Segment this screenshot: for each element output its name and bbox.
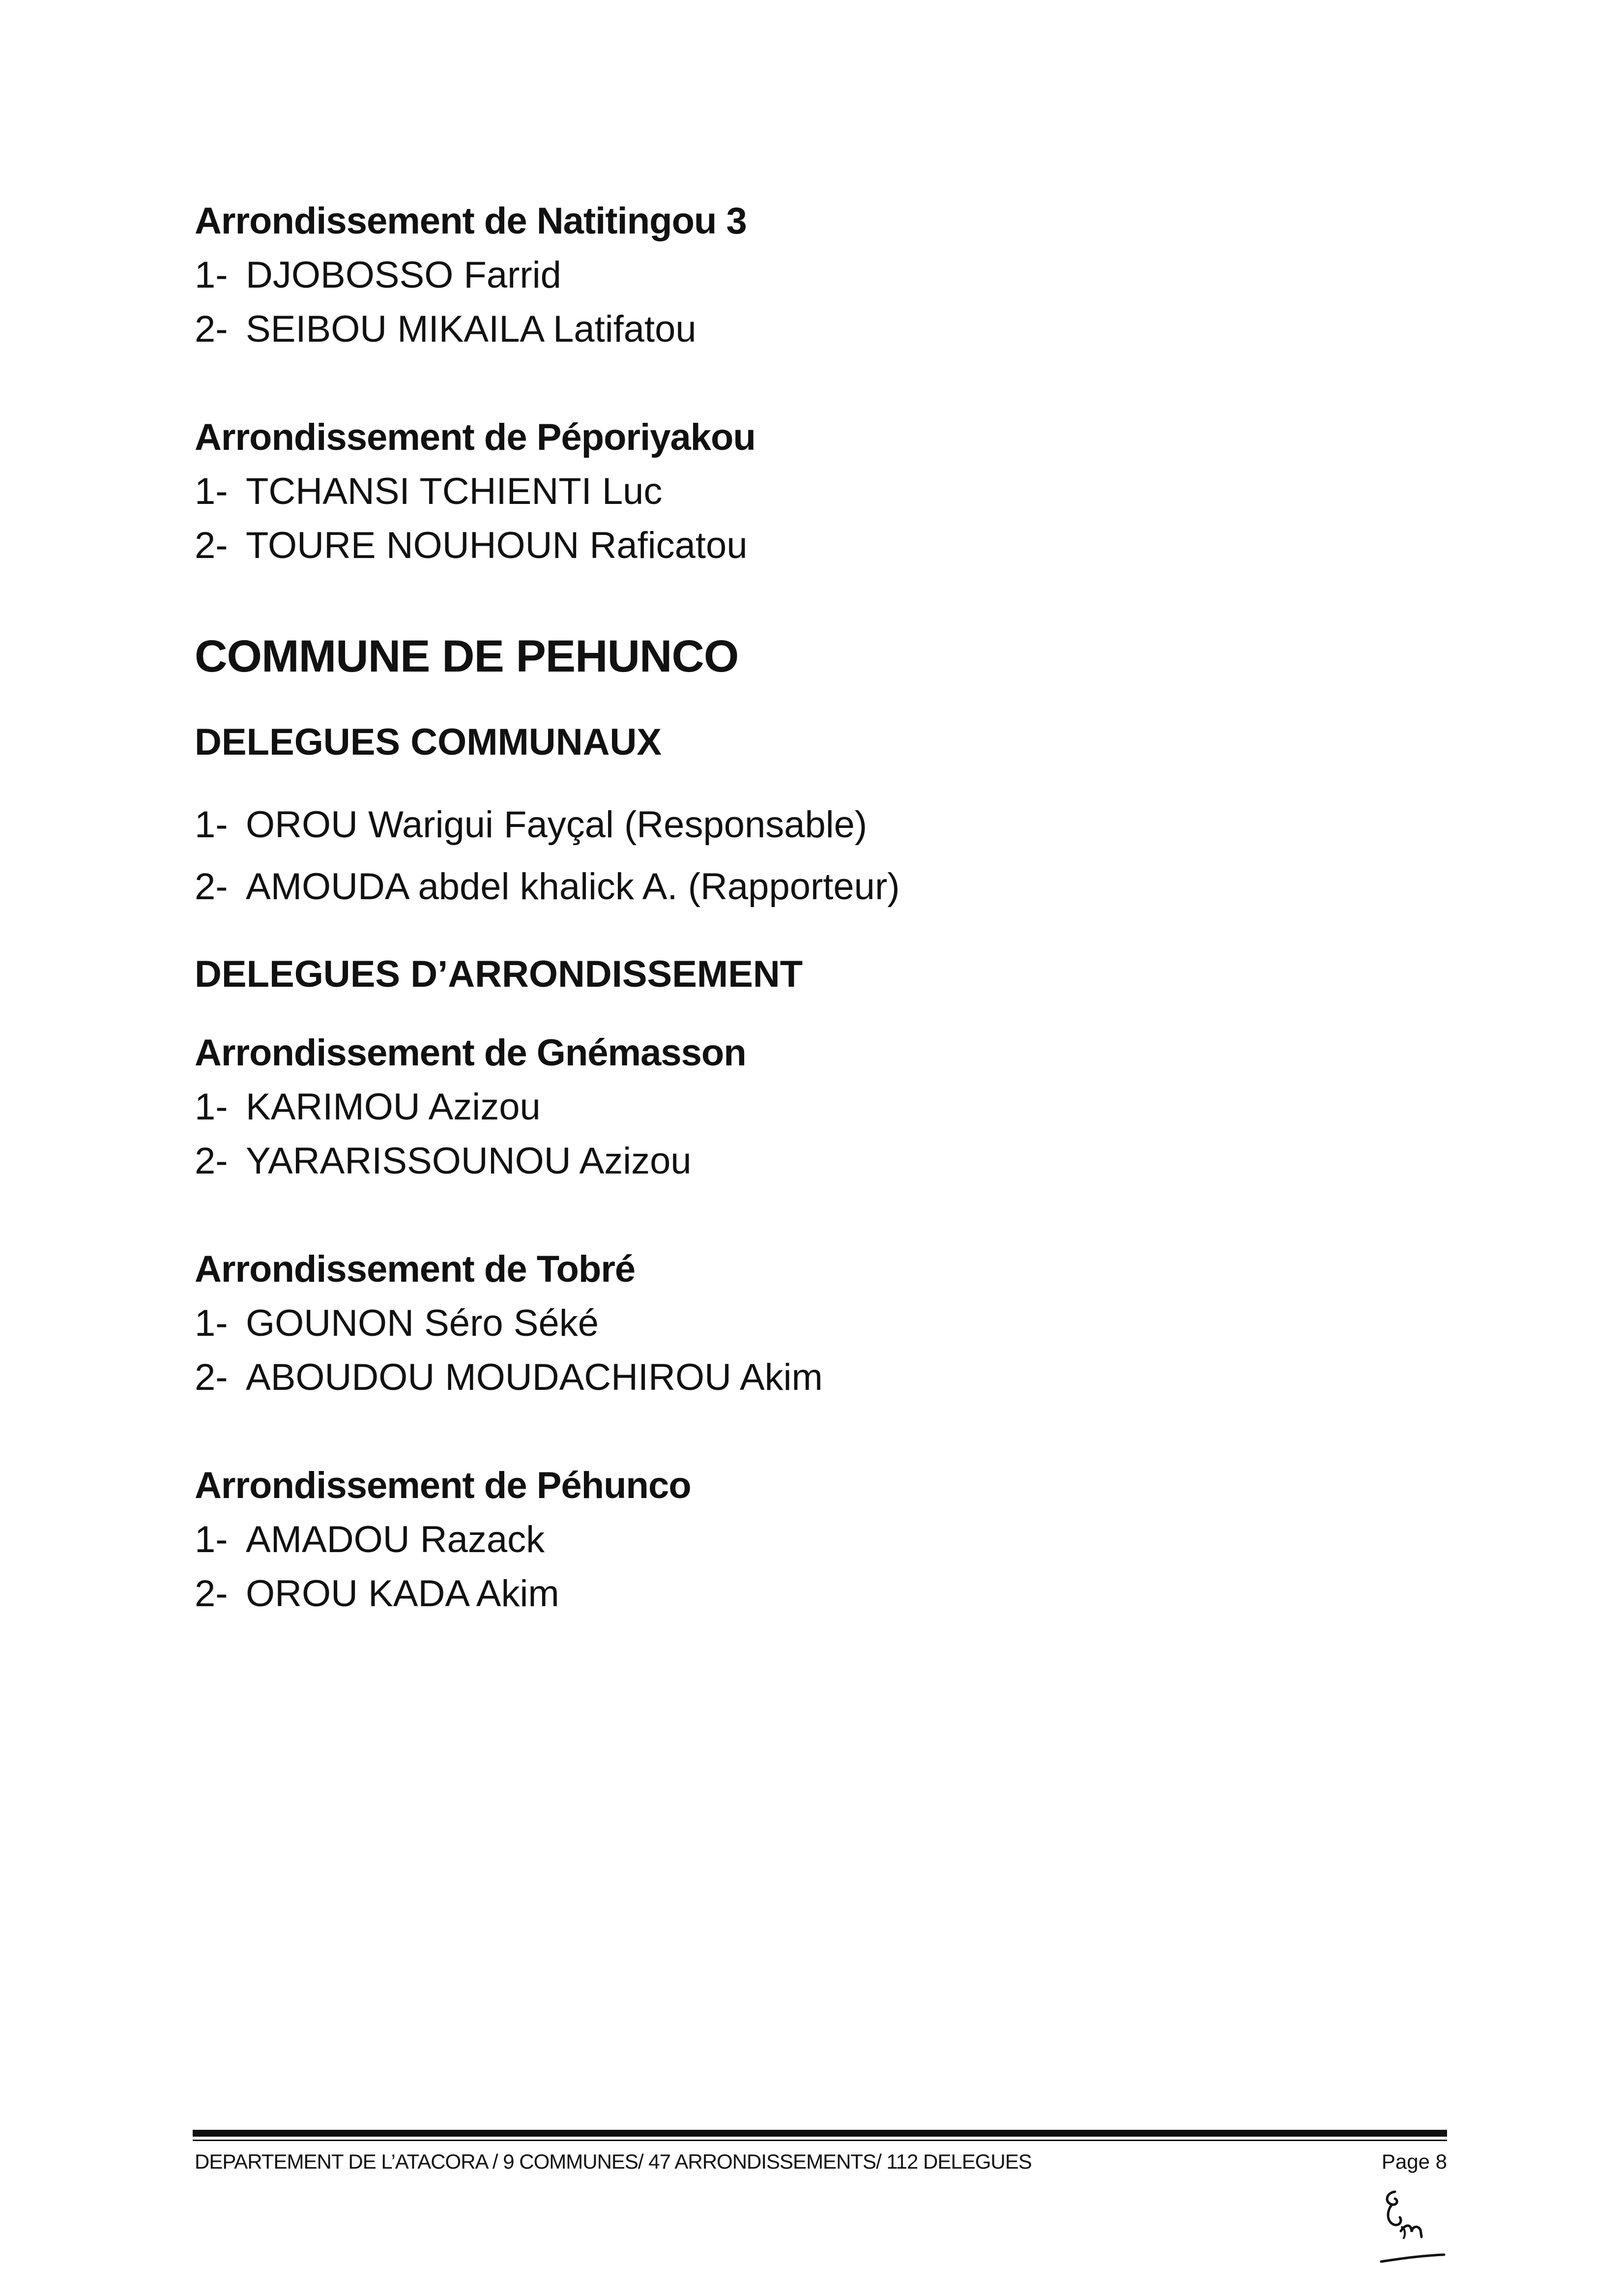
page-number: Page 8 bbox=[1381, 2150, 1447, 2173]
section-natitingou-3 bbox=[195, 194, 1423, 356]
footer-row bbox=[193, 2141, 1447, 2180]
list-item bbox=[195, 1296, 1423, 1351]
list-item bbox=[195, 1513, 1423, 1567]
delegate-name: OROU KADA Akim bbox=[246, 1573, 559, 1615]
section-heading: Arrondissement de Natitingou 3 bbox=[195, 200, 747, 242]
footer-rule bbox=[193, 2130, 1447, 2137]
item-number: 1- bbox=[195, 1302, 228, 1344]
item-number: 1- bbox=[195, 1519, 228, 1560]
signature-initials-icon bbox=[1366, 2183, 1450, 2271]
section-heading: Arrondissement de Gnémasson bbox=[195, 1032, 746, 1074]
delegate-list bbox=[195, 465, 1423, 573]
list-item bbox=[195, 465, 1423, 519]
delegate-name: AMADOU Razack bbox=[246, 1519, 545, 1560]
item-number: 2- bbox=[195, 525, 228, 566]
list-item bbox=[195, 794, 1423, 856]
delegate-name: YARARISSOUNOU Azizou bbox=[246, 1140, 692, 1182]
section-peporiyakou bbox=[195, 411, 1423, 573]
section-heading: Arrondissement de Péhunco bbox=[195, 1465, 691, 1506]
delegate-name: SEIBOU MIKAILA Latifatou bbox=[246, 308, 696, 350]
arrondissement-delegates-title: DELEGUES D’ARRONDISSEMENT bbox=[195, 953, 803, 995]
list-item bbox=[195, 519, 1423, 573]
list-item bbox=[195, 1567, 1423, 1621]
section-tobre bbox=[195, 1242, 1423, 1405]
item-number: 2- bbox=[195, 308, 228, 350]
delegate-name: TOURE NOUHOUN Raficatou bbox=[246, 525, 748, 566]
section-heading: Arrondissement de Péporiyakou bbox=[195, 416, 755, 458]
delegate-name: TCHANSI TCHIENTI Luc bbox=[246, 471, 663, 512]
item-number: 1- bbox=[195, 254, 228, 296]
commune-title: COMMUNE DE PEHUNCO bbox=[195, 631, 739, 681]
delegate-list bbox=[195, 1080, 1423, 1188]
item-number: 2- bbox=[195, 1573, 228, 1615]
item-number: 1- bbox=[195, 1086, 228, 1128]
item-number: 2- bbox=[195, 1140, 228, 1182]
list-item bbox=[195, 856, 1423, 918]
section-pehunco bbox=[195, 1459, 1423, 1621]
delegate-name: GOUNON Séro Séké bbox=[246, 1302, 599, 1344]
item-number: 2- bbox=[195, 866, 228, 908]
delegate-list bbox=[195, 1296, 1423, 1405]
page-content bbox=[195, 194, 1423, 1675]
communal-delegates-title: DELEGUES COMMUNAUX bbox=[195, 721, 662, 763]
delegate-name: ABOUDOU MOUDACHIROU Akim bbox=[246, 1356, 823, 1398]
section-gnemasson bbox=[195, 1026, 1423, 1188]
list-item bbox=[195, 1134, 1423, 1188]
communal-delegate-list bbox=[195, 794, 1423, 918]
item-number: 1- bbox=[195, 471, 228, 512]
list-item bbox=[195, 1351, 1423, 1405]
list-item bbox=[195, 248, 1423, 302]
delegate-name: AMOUDA abdel khalick A. (Rapporteur) bbox=[246, 866, 900, 908]
section-heading: Arrondissement de Tobré bbox=[195, 1248, 636, 1290]
list-item bbox=[195, 302, 1423, 356]
delegate-name: KARIMOU Azizou bbox=[246, 1086, 541, 1128]
page-footer bbox=[193, 2130, 1447, 2180]
delegate-name: DJOBOSSO Farrid bbox=[246, 254, 561, 296]
list-item bbox=[195, 1080, 1423, 1134]
footer-text: DEPARTEMENT DE L’ATACORA / 9 COMMUNES/ 47 ARRONDISSEMENTS/ 112 DELEGUES bbox=[195, 2150, 1032, 2173]
delegate-name: OROU Warigui Fayçal (Responsable) bbox=[246, 804, 868, 846]
item-number: 1- bbox=[195, 804, 228, 846]
delegate-list bbox=[195, 1513, 1423, 1621]
item-number: 2- bbox=[195, 1356, 228, 1398]
delegate-list bbox=[195, 248, 1423, 356]
